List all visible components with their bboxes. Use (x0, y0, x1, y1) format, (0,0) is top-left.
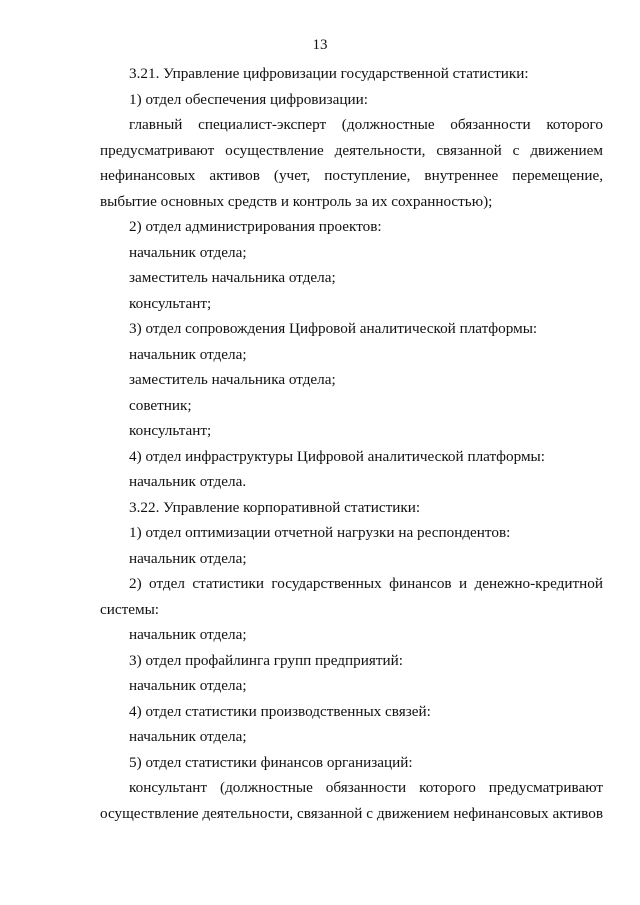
position-item: начальник отдела; (129, 243, 247, 261)
page-number: 13 (312, 37, 328, 53)
position-item: заместитель начальника отдела; (129, 269, 336, 286)
position-item: советник; (129, 396, 192, 414)
position-description: главный специалист-эксперт (должностные обязанности которого предусматривают осуществление деятельности, связанной с движением нефинансовых активов (учет, поступление, внутреннее перемещение, выбытие основных средств и контроль за их сохранностью); (100, 116, 603, 210)
position-item: начальник отдела. (129, 473, 247, 490)
position-item: начальник отдела; (129, 626, 247, 643)
department-heading: 5) отдел статистики финансов организаций: (129, 753, 413, 771)
section-heading-3-22: 3.22. Управление корпоративной статистики: (129, 498, 421, 516)
department-heading: 1) отдел обеспечения цифровизации: (129, 90, 368, 108)
document-body (100, 61, 603, 826)
department-heading: 2) отдел администрирования проектов: (129, 218, 382, 235)
department-heading: 1) отдел оптимизации отчетной нагрузки на респондентов: (129, 524, 511, 541)
department-heading: 4) отдел инфраструктуры Цифровой аналитической платформы: (129, 447, 545, 465)
section-heading-3-21: 3.21. Управление цифровизации государственной статистики: (129, 65, 529, 82)
department-heading: 2) отдел статистики государственных финансов и денежно-кредитной системы: (100, 575, 603, 618)
position-item: начальник отдела; (129, 345, 247, 363)
position-item: начальник отдела; (129, 677, 247, 694)
position-item: консультант; (129, 294, 212, 312)
department-heading: 3) отдел профайлинга групп предприятий: (129, 651, 403, 669)
department-heading: 4) отдел статистики производственных связей: (129, 702, 431, 720)
position-item: консультант; (129, 422, 212, 439)
position-item: заместитель начальника отдела; (129, 371, 336, 388)
department-heading: 3) отдел сопровождения Цифровой аналитической платформы: (129, 320, 538, 337)
position-description: консультант (должностные обязанности которого предусматривают осуществление деятельности, связанной с движением нефинансовых активов (100, 779, 603, 822)
position-item: начальник отдела; (129, 728, 247, 745)
position-item: начальник отдела; (129, 549, 247, 567)
